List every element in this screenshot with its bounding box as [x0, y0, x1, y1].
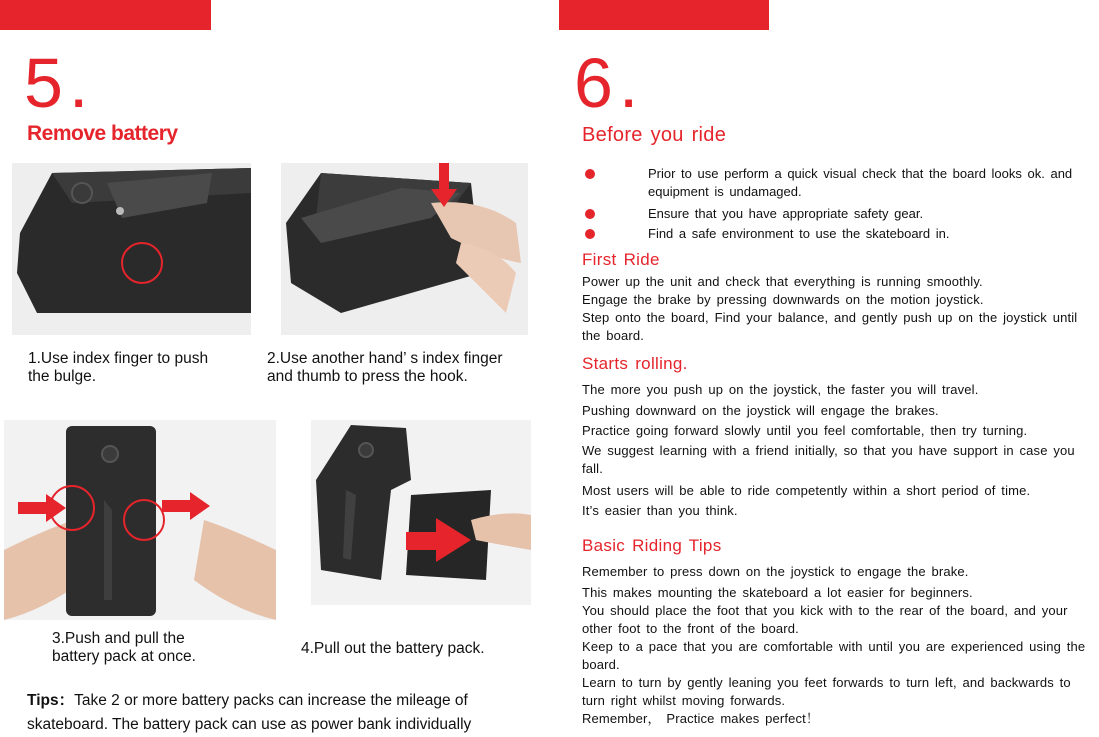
starts-rolling-body	[582, 380, 1090, 522]
body-line: Remember， Practice makes perfect！	[582, 711, 820, 726]
basic-riding-tips-title: Basic Riding Tips	[582, 536, 722, 555]
bullet-item: Find a safe environment to use the skateboard in.	[648, 226, 950, 241]
body-line: Pushing downward on the joystick will engage the brakes.	[582, 402, 939, 418]
tips-label: Tips：	[27, 692, 75, 709]
body-line: Step onto the board, Find your balance, and gently push up on the joystick until the board.	[582, 310, 1078, 343]
first-ride-body	[582, 273, 1090, 345]
starts-rolling-title: Starts rolling.	[582, 354, 688, 373]
body-line: We suggest learning with a friend initially, so that you have support in case you fall.	[582, 442, 1075, 476]
first-ride-title: First Ride	[582, 250, 660, 269]
step-number-6: 6.	[574, 44, 645, 122]
tips-paragraph	[27, 689, 527, 737]
caption-step-1: 1.Use index finger to push the bulge.	[28, 350, 209, 385]
photo-push-bulge	[12, 163, 251, 335]
bullet-item: Prior to use perform a quick visual check that the board looks ok. and equipment is undamaged.	[648, 166, 1073, 199]
left-header-bar	[0, 0, 211, 30]
body-line: Power up the unit and check that everything is running smoothly.	[582, 274, 983, 289]
body-line: Most users will be able to ride competently within a short period of time.	[582, 482, 1031, 498]
body-line: Engage the brake by pressing downwards on the motion joystick.	[582, 292, 984, 307]
step-number-5: 5.	[24, 44, 95, 122]
remove-battery-title: Remove battery	[27, 122, 178, 145]
before-you-ride-title: Before you ride	[582, 124, 727, 146]
bullet-dot	[585, 229, 595, 239]
caption-step-2: 2.Use another hand’ s index finger and thumb to press the hook.	[267, 350, 503, 385]
caption-step-4: 4.Pull out the battery pack.	[301, 640, 485, 657]
body-line: Practice going forward slowly until you feel comfortable, then try turning.	[582, 423, 1028, 438]
body-line: This makes mounting the skateboard a lot easier for beginners.	[582, 585, 973, 600]
body-line: Learn to turn by gently leaning you feet forwards to turn left, and backwards to turn right whilst moving forwards.	[582, 675, 1071, 708]
body-line: Keep to a pace that you are comfortable with until you are experienced using the board.	[582, 639, 1086, 672]
caption-step-3: 3.Push and pull the battery pack at once.	[52, 630, 196, 665]
body-line: It’s easier than you think.	[582, 503, 738, 518]
tips-text: Take 2 or more battery packs can increase the mileage of skateboard. The battery pack can use as power bank individually	[27, 692, 472, 733]
photo-press-hook	[281, 163, 528, 335]
body-line: Remember to press down on the joystick to engage the brake.	[582, 564, 969, 579]
bullet-dot	[585, 209, 595, 219]
photo-pull-out-pack	[311, 420, 531, 605]
body-line: You should place the foot that you kick with to the rear of the board, and your other foot to the front of the board.	[582, 603, 1068, 636]
basic-riding-tips-body	[582, 563, 1090, 728]
right-header-bar	[559, 0, 769, 30]
bullet-item: Ensure that you have appropriate safety gear.	[648, 206, 924, 221]
photo-push-pull	[4, 420, 276, 620]
bullet-dot	[585, 169, 595, 179]
body-line: The more you push up on the joystick, the faster you will travel.	[582, 382, 979, 397]
